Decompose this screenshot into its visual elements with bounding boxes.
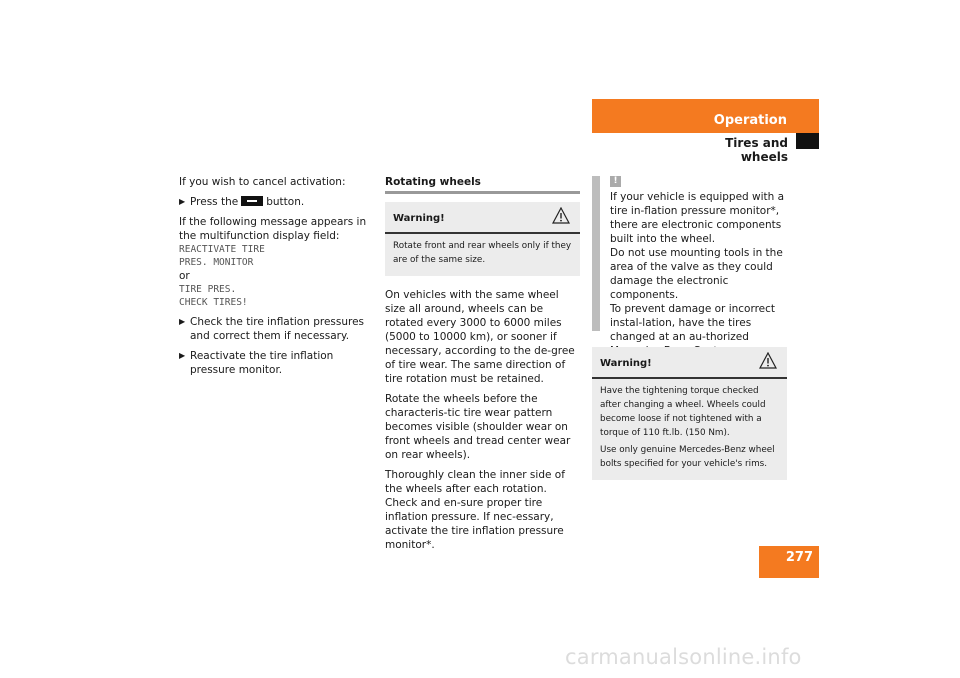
warning-header (385, 202, 580, 234)
note-line-3: To prevent damage or incorrect instal-lation, have the tires changed at an au-thorized (610, 303, 776, 343)
warning-box-rotate (385, 202, 580, 276)
bullet-check-text: Check the tire inflation pressures and correct them if necessary. (190, 316, 365, 342)
warning-title: Warning! (600, 358, 652, 369)
press-prefix: Press the (190, 196, 239, 208)
display-message-2-line1: TIRE PRES. (179, 284, 237, 295)
rotation-para-1: On vehicles with the same wheel size all around, wheels can be rotated every 3000 to 6000 miles (5000 to 10000 km), or sooner if necessary, according to the de-gree of tire wear. The same direction of tire rotation must be retained. (385, 289, 575, 385)
warning-title: Warning! (393, 213, 445, 224)
press-suffix: button. (266, 196, 305, 208)
bullet-check-pressures (179, 315, 371, 343)
page-number-box (759, 546, 819, 578)
warning-torque-p1: Have the tightening torque checked after changing a wheel. Wheels could become loose if not tightened with a torque of 110 ft.lb. (150 Nm). (600, 386, 766, 438)
column-middle (385, 175, 580, 558)
rotation-para-2: Rotate the wheels before the characteris-tic tire wear pattern becomes visible (shoulder wear on front wheels and tread center wear on rear wheels). (385, 393, 571, 461)
section-title: Operation (713, 113, 787, 128)
cancel-intro: If you wish to cancel activation: (179, 176, 346, 188)
warning-triangle-icon (552, 207, 570, 224)
display-message-2 (179, 283, 371, 309)
note-bar (592, 176, 600, 331)
warning-box-torque (592, 347, 787, 480)
note-line-1: If your vehicle is equipped with a tire in-flation pressure monitor*, there are electronic components built into the wheel. (610, 191, 785, 245)
display-message-2-line2: CHECK TIRES! (179, 297, 248, 308)
warning-body (592, 379, 787, 480)
warning-box-torque-panel (592, 347, 787, 480)
header-bar (592, 99, 819, 133)
watermark: carmanualsonline.info (565, 645, 802, 669)
message-intro: If the following message appears in the multifunction display field: (179, 216, 367, 242)
header-marker (796, 133, 819, 149)
warning-body (385, 234, 580, 276)
bullet-press-button (179, 195, 371, 209)
column-left (179, 175, 371, 383)
display-message-1 (179, 243, 371, 269)
minus-button-icon (241, 196, 263, 206)
bullet-reactivate (179, 349, 371, 377)
warning-torque-p2: Use only genuine Mercedes-Benz wheel bolts specified for your vehicle's rims. (600, 445, 775, 469)
display-message-1-line1: REACTIVATE TIRE (179, 244, 265, 255)
warning-text: Rotate front and rear wheels only if they are of the same size. (393, 241, 572, 265)
triangle-right-icon: ▶ (179, 317, 186, 326)
or-text: or (179, 270, 190, 282)
note-line-2: Do not use mounting tools in the area of the valve as they could damage the electronic components. (610, 247, 783, 301)
subsection-title: Tires and wheels (725, 136, 788, 164)
warning-header (592, 347, 787, 379)
warning-triangle-icon (759, 352, 777, 369)
triangle-right-icon: ▶ (179, 197, 186, 206)
note-text (610, 190, 790, 358)
title-rule (385, 191, 580, 194)
note-marker-icon: ! (610, 176, 621, 187)
triangle-right-icon: ▶ (179, 351, 186, 360)
display-message-1-line2: PRES. MONITOR (179, 257, 254, 268)
rotating-wheels-title: Rotating wheels (385, 176, 481, 188)
rotation-para-3: Thoroughly clean the inner side of the wheels after each rotation. Check and en-sure proper tire inflation pressure. If nec-essary, activate the tire inflation pressure monitor*. (385, 469, 565, 551)
bullet-reactivate-text: Reactivate the tire inflation pressure monitor. (190, 350, 334, 376)
page-number: 277 (785, 550, 813, 565)
